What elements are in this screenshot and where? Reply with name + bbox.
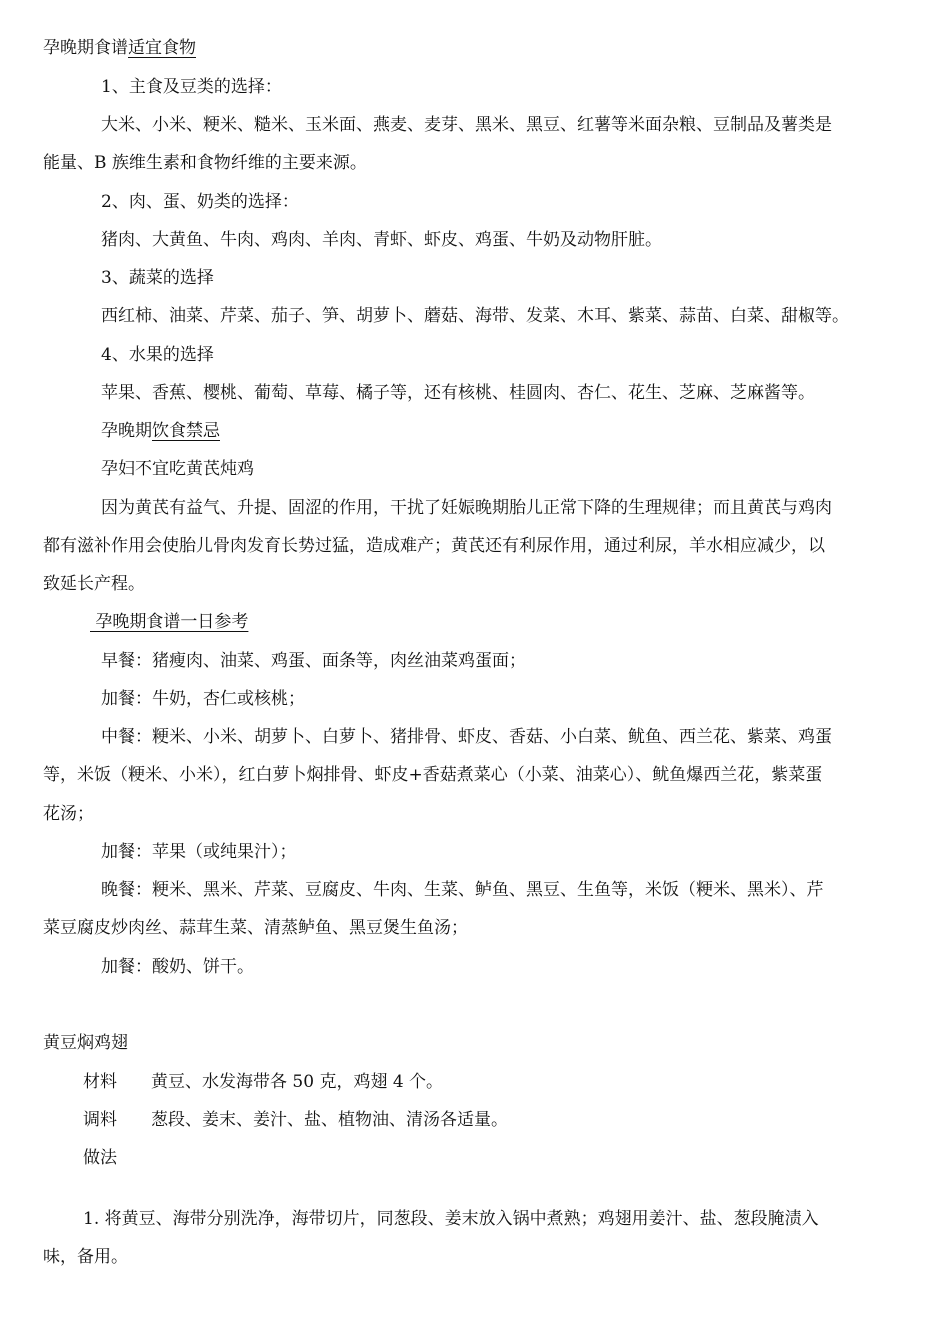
menu-snack-3: 加餐：酸奶、饼干。 [101, 957, 254, 977]
recipe-materials [83, 1071, 443, 1093]
recipe-step1-line1: 1. 将黄豆、海带分别洗净，海带切片，同葱段、姜末放入锅中煮熟；鸡翅用姜汁、盐、葱段腌渍入 [83, 1209, 819, 1229]
menu-lunch-line1: 中餐：粳米、小米、胡萝卜、白萝卜、猪排骨、虾皮、香菇、小白菜、鱿鱼、西兰花、紫菜、鸡蛋 [101, 727, 832, 747]
seasonings-value: 葱段、姜末、姜汁、盐、植物油、清汤各适量。 [151, 1110, 508, 1130]
paragraph-meat-egg-milk: 猪肉、大黄鱼、牛肉、鸡肉、羊肉、青虾、虾皮、鸡蛋、牛奶及动物肝脏。 [101, 230, 662, 250]
materials-value: 黄豆、水发海带各 50 克，鸡翅 4 个。 [151, 1072, 444, 1092]
recipe-seasonings [83, 1109, 508, 1131]
heading-vegetables: 3、蔬菜的选择 [101, 268, 214, 288]
menu-dinner-line1: 晚餐：粳米、黑米、芹菜、豆腐皮、牛肉、生菜、鲈鱼、黑豆、生鱼等，米饭（粳米、黑米）、芹 [101, 880, 824, 900]
menu-lunch-line2: 等，米饭（粳米、小米），红白萝卜焖排骨、虾皮+香菇煮菜心（小菜、油菜心）、鱿鱼爆西兰花，紫菜蛋 [43, 765, 823, 785]
recipe-method-label: 做法 [83, 1148, 117, 1168]
paragraph-taboo-line3: 致延长产程。 [43, 574, 145, 594]
section-title-suitable-foods: 孕晚期食谱适宜食物 [43, 38, 196, 58]
heading-staple-foods: 1、主食及豆类的选择： [101, 77, 282, 97]
paragraph-fruits: 苹果、香蕉、樱桃、葡萄、草莓、橘子等，还有核桃、桂圆肉、杏仁、花生、芝麻、芝麻酱等。 [101, 383, 815, 403]
materials-label: 材料 [83, 1072, 117, 1092]
menu-snack-2: 加餐：苹果（或纯果汁）； [101, 842, 297, 862]
subheading-astragalus-chicken: 孕妇不宜吃黄芪炖鸡 [101, 459, 254, 479]
menu-lunch-line3: 花汤； [43, 804, 94, 824]
recipe-title: 黄豆焖鸡翅 [43, 1033, 128, 1053]
paragraph-vegetables: 西红柿、油菜、芹菜、茄子、笋、胡萝卜、蘑菇、海带、发菜、木耳、紫菜、蒜苗、白菜、甜椒等。 [101, 306, 849, 326]
paragraph-staple-foods-line2: 能量、B 族维生素和食物纤维的主要来源。 [43, 153, 367, 173]
section-title-daily-menu: 孕晚期食谱一日参考 [90, 612, 249, 632]
paragraph-taboo-line1: 因为黄芪有益气、升提、固涩的作用，干扰了妊娠晚期胎儿正常下降的生理规律；而且黄芪与鸡肉 [101, 498, 832, 518]
section-title-diet-taboos: 孕晚期饮食禁忌 [101, 421, 220, 441]
menu-dinner-line2: 菜豆腐皮炒肉丝、蒜茸生菜、清蒸鲈鱼、黑豆煲生鱼汤； [43, 918, 468, 938]
paragraph-staple-foods-line1: 大米、小米、粳米、糙米、玉米面、燕麦、麦芽、黑米、黑豆、红薯等米面杂粮、豆制品及薯类是 [101, 115, 832, 135]
menu-snack-1: 加餐：牛奶，杏仁或核桃； [101, 689, 305, 709]
heading-fruits: 4、水果的选择 [101, 345, 214, 365]
seasonings-label: 调料 [83, 1110, 117, 1130]
paragraph-taboo-line2: 都有滋补作用会使胎儿骨肉发育长势过猛，造成难产；黄芪还有利尿作用，通过利尿，羊水相应减少，以 [43, 536, 825, 556]
menu-breakfast: 早餐：猪瘦肉、油菜、鸡蛋、面条等，肉丝油菜鸡蛋面； [101, 651, 526, 671]
heading-meat-egg-milk: 2、肉、蛋、奶类的选择： [101, 192, 299, 212]
recipe-step1-line2: 味，备用。 [43, 1247, 128, 1267]
